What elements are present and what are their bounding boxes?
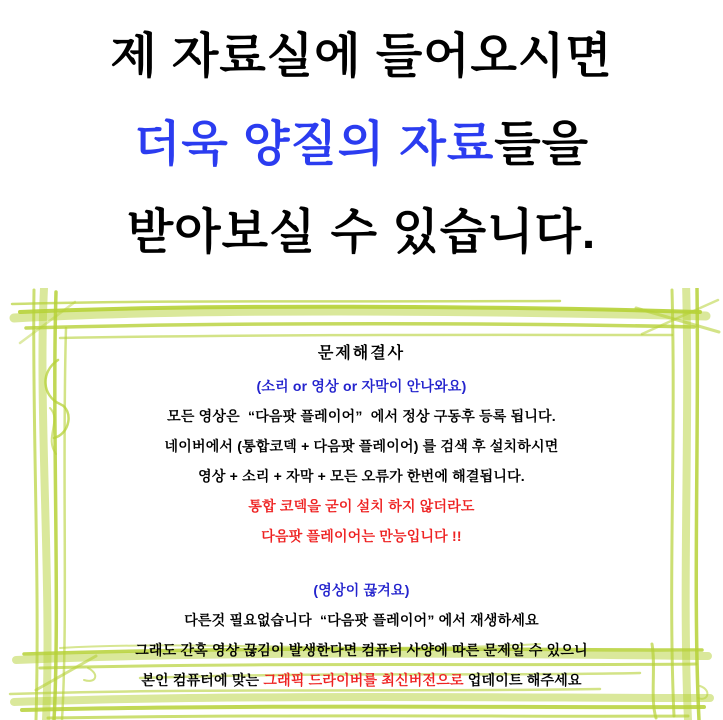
section1-line: 영상 + 소리 + 자막 + 모든 오류가 한번에 해결됩니다. [198, 468, 525, 484]
section2-heading: (영상이 끊겨요) [313, 582, 410, 598]
section2-line: 그래도 간혹 영상 끊김이 발생한다면 컴퓨터 사양에 따른 문제일 수 있으니 [135, 642, 588, 658]
banner-line-2-highlight: 더욱 양질의 자료 [134, 118, 495, 171]
section2-line: 다른것 필요없습니다 “다음팟 플레이어” 에서 재생하세요 [184, 612, 539, 628]
notice-title: 문제해결사 [317, 345, 406, 362]
section2-closing-line [70, 670, 653, 690]
banner-line-2 [0, 116, 723, 174]
section1-heading: (소리 or 영상 or 자막이 안나와요) [256, 378, 467, 394]
notice-box [0, 288, 723, 720]
banner-line-1: 제 자료실에 들어오시면 [110, 30, 613, 83]
section1-warning-line: 다음팟 플레이어는 만능입니다 !! [261, 528, 462, 544]
section1-line: 모든 영상은 “다음팟 플레이어” 에서 정상 구동후 등록 됩니다. [167, 408, 556, 424]
section1-warning-line: 통합 코덱을 굳이 설치 하지 않더라도 [248, 498, 475, 514]
banner [0, 0, 723, 262]
banner-line-2-rest: 들을 [494, 118, 589, 171]
closing-prefix: 본인 컴퓨터에 맞는 [141, 672, 264, 688]
banner-line-3: 받아보실 수 있습니다. [126, 206, 597, 259]
closing-suffix: 업데이트 해주세요 [463, 672, 582, 688]
notice-content [70, 340, 653, 690]
closing-highlight: 그래픽 드라이버를 최신버전으로 [263, 672, 464, 688]
section1-line: 네이버에서 (통합코덱 + 다음팟 플레이어) 를 검색 후 설치하시면 [164, 438, 559, 454]
